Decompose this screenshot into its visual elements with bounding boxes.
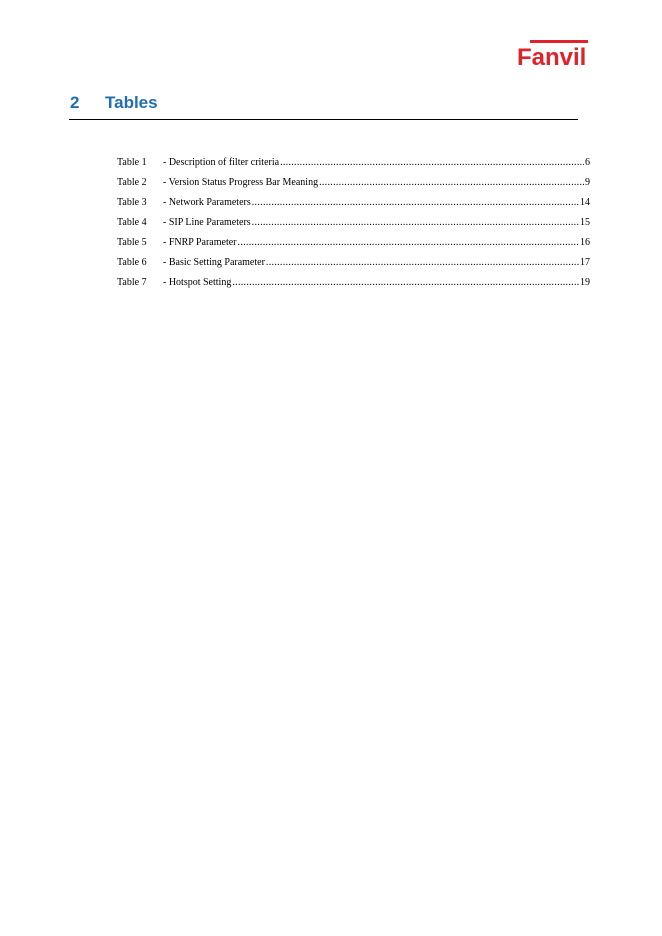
toc-entry-page: 17 — [580, 257, 590, 268]
toc-leader-dots — [319, 176, 584, 190]
toc-entry-label: Table 2 — [117, 177, 147, 188]
toc-leader-dots — [232, 276, 579, 290]
toc-entry-label: Table 6 — [117, 257, 147, 268]
section-number: 2 — [70, 93, 80, 112]
svg-text:Fanvil: Fanvil — [517, 44, 587, 68]
toc-entry-title: - Basic Setting Parameter — [163, 257, 265, 268]
toc-entry[interactable] — [117, 256, 590, 276]
toc-entry-page: 15 — [580, 217, 590, 228]
toc-entry-page: 9 — [585, 177, 590, 188]
toc-entry[interactable] — [117, 196, 590, 216]
toc-entry-label: Table 5 — [117, 237, 147, 248]
toc-leader-dots — [252, 196, 579, 210]
toc-entry-title: - FNRP Parameter — [163, 237, 237, 248]
toc-entry-label: Table 7 — [117, 277, 147, 288]
toc-entry-page: 6 — [585, 157, 590, 168]
toc-entry[interactable] — [117, 156, 590, 176]
toc-leader-dots — [280, 156, 584, 170]
toc-entry-label: Table 1 — [117, 157, 147, 168]
toc-entry[interactable] — [117, 176, 590, 196]
toc-entry-page: 14 — [580, 197, 590, 208]
toc-entry[interactable] — [117, 236, 590, 256]
toc-entry-label: Table 3 — [117, 197, 147, 208]
toc-leader-dots — [266, 256, 579, 270]
table-of-tables — [117, 156, 590, 296]
toc-entry-page: 19 — [580, 277, 590, 288]
section-title: Tables — [105, 93, 158, 112]
toc-leader-dots — [238, 236, 579, 250]
toc-entry-page: 16 — [580, 237, 590, 248]
toc-entry-title: - Network Parameters — [163, 197, 251, 208]
toc-entry-title: - Description of filter criteria — [163, 157, 280, 168]
toc-entry-title: - SIP Line Parameters — [163, 217, 251, 228]
toc-entry[interactable] — [117, 276, 590, 296]
toc-entry-title: - Hotspot Setting — [163, 277, 232, 288]
section-heading — [69, 91, 578, 120]
fanvil-logo — [517, 40, 591, 68]
toc-entry[interactable] — [117, 216, 590, 236]
toc-entry-title: - Version Status Progress Bar Meaning — [163, 177, 319, 188]
toc-entry-label: Table 4 — [117, 217, 147, 228]
toc-leader-dots — [252, 216, 579, 230]
